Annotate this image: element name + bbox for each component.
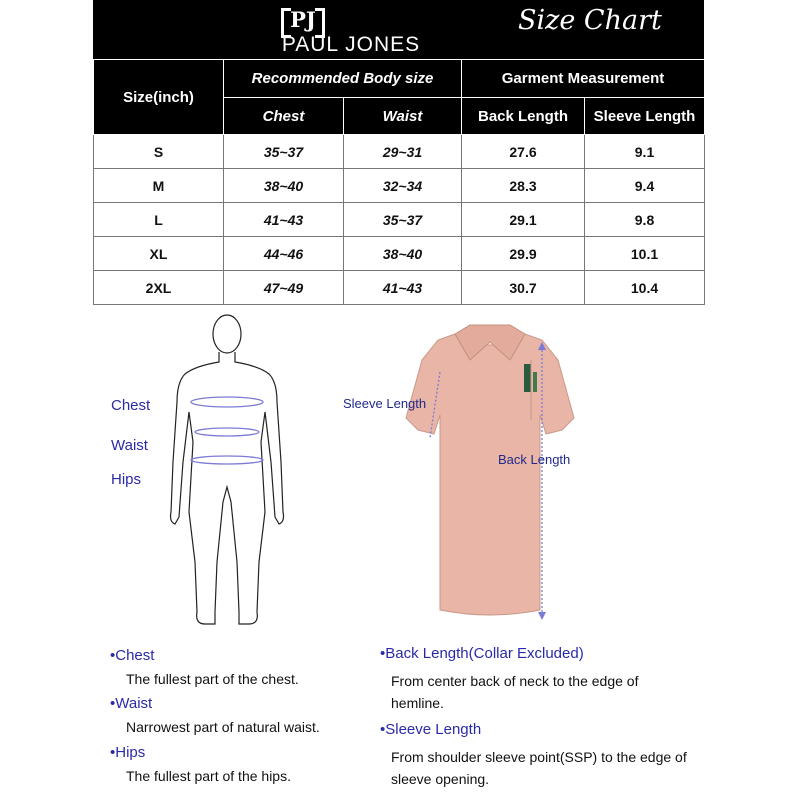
sleeve-length-definition-text: From shoulder sleeve point(SSP) to the edge of sleeve opening. (391, 749, 687, 787)
polo-shirt-illustration (400, 320, 580, 625)
sleeve-length-label: Sleeve Length (343, 396, 427, 411)
chest-cell: 38~40 (224, 169, 344, 203)
brand-name: PAUL JONES (281, 33, 421, 56)
chest-cell: 35~37 (224, 135, 344, 169)
chest-cell: 44~46 (224, 237, 344, 271)
back-length-cell: 28.3 (462, 169, 585, 203)
waist-definition-text: Narrowest part of natural waist. (126, 719, 320, 735)
back-length-cell: 29.9 (462, 237, 585, 271)
waist-cell: 35~37 (344, 203, 462, 237)
chart-title: Size Chart (518, 5, 662, 36)
size-cell: XL (94, 237, 224, 271)
chest-cell: 41~43 (224, 203, 344, 237)
chest-column-header: Chest (224, 98, 344, 135)
sleeve-length-definition-term: •Sleeve Length (380, 721, 482, 738)
back-length-definition-term: •Back Length(Collar Excluded) (380, 645, 584, 662)
waist-column-header: Waist (344, 98, 462, 135)
brand-mark: PJ (283, 5, 323, 35)
sleeve-length-cell: 9.1 (585, 135, 705, 169)
waist-cell: 38~40 (344, 237, 462, 271)
back-length-definition-text: From center back of neck to the edge of hemline. (391, 673, 639, 711)
body-outline-illustration (155, 312, 305, 632)
brand-logo (201, 5, 501, 57)
table-row (94, 135, 705, 169)
hips-definition-term: •Hips (110, 744, 146, 761)
size-table (93, 59, 705, 305)
body-size-group-header: Recommended Body size (224, 60, 462, 98)
sleeve-length-cell: 10.1 (585, 237, 705, 271)
back-length-column-header: Back Length (462, 98, 585, 135)
waist-cell: 29~31 (344, 135, 462, 169)
sleeve-length-cell: 10.4 (585, 271, 705, 305)
size-chart-header (93, 0, 704, 59)
size-cell: S (94, 135, 224, 169)
waist-definition-term: •Waist (110, 695, 153, 712)
body-hips-label: Hips (111, 471, 142, 488)
hips-definition-text: The fullest part of the hips. (126, 768, 291, 784)
body-waist-label: Waist (111, 437, 148, 454)
chest-definition-text: The fullest part of the chest. (126, 671, 299, 687)
waist-cell: 41~43 (344, 271, 462, 305)
back-length-cell: 29.1 (462, 203, 585, 237)
table-row (94, 203, 705, 237)
waist-cell: 32~34 (344, 169, 462, 203)
size-cell: L (94, 203, 224, 237)
sleeve-length-cell: 9.8 (585, 203, 705, 237)
size-cell: M (94, 169, 224, 203)
chest-cell: 47~49 (224, 271, 344, 305)
body-chest-label: Chest (111, 397, 151, 414)
chest-definition-term: •Chest (110, 647, 155, 664)
garment-group-header: Garment Measurement (462, 60, 705, 98)
back-length-label: Back Length (498, 452, 571, 467)
table-row (94, 169, 705, 203)
back-length-cell: 30.7 (462, 271, 585, 305)
sleeve-length-column-header: Sleeve Length (585, 98, 705, 135)
size-cell: 2XL (94, 271, 224, 305)
sleeve-length-cell: 9.4 (585, 169, 705, 203)
table-row (94, 271, 705, 305)
back-length-cell: 27.6 (462, 135, 585, 169)
table-row (94, 237, 705, 271)
size-column-header: Size(inch) (94, 60, 224, 135)
